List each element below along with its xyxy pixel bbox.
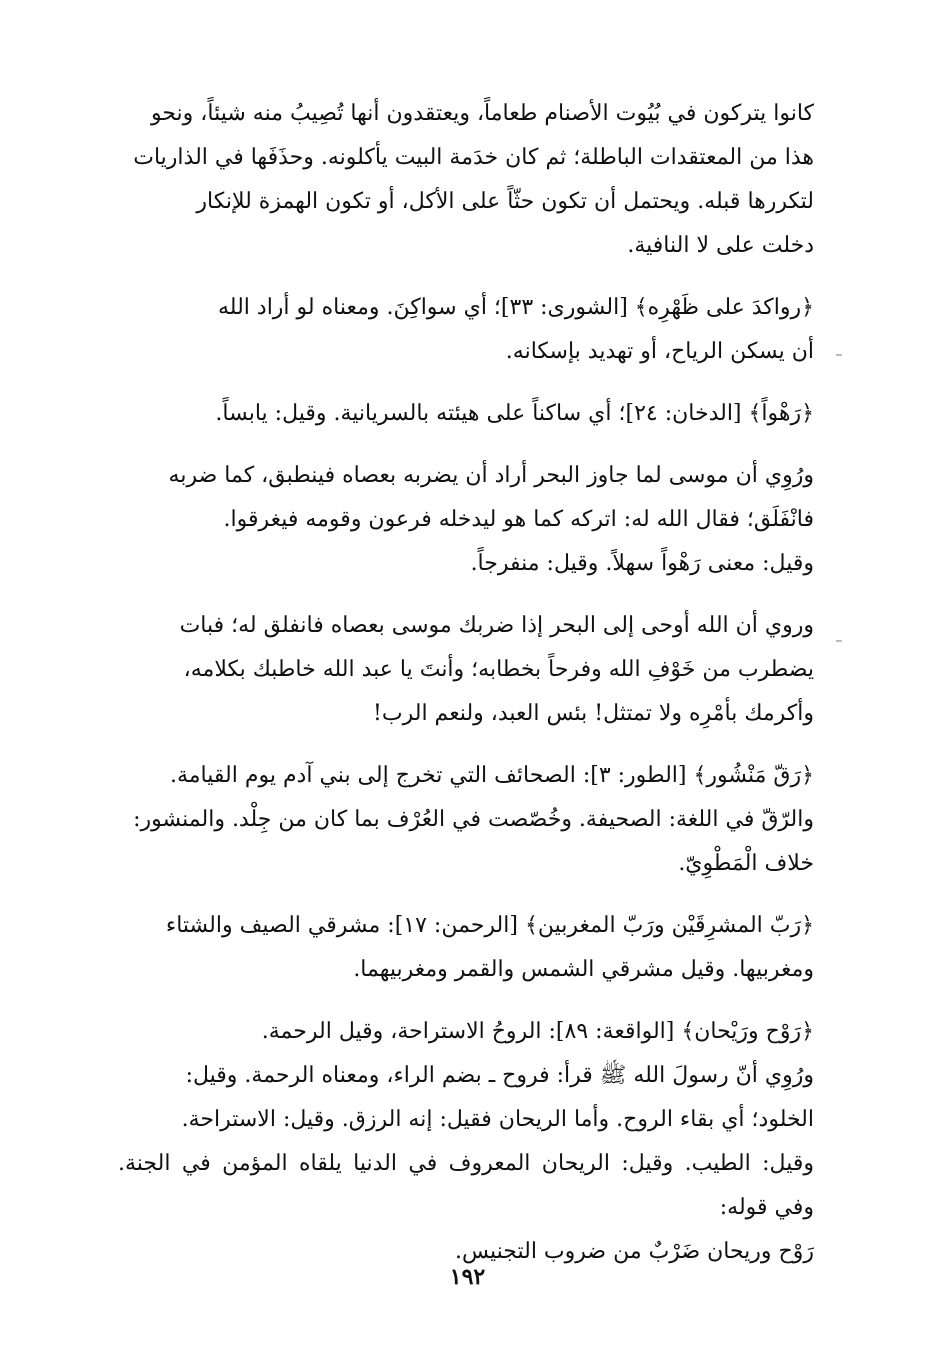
paragraph: [118, 754, 814, 886]
paragraph: [118, 542, 814, 586]
paragraph: [118, 1010, 814, 1054]
page-body: [118, 92, 814, 1292]
margin-mark: [836, 354, 842, 356]
paragraph: [118, 604, 814, 736]
text-line: وروي أن الله أوحى إلى البحر إذا ضربك موسى بعصاه فانفلق له؛ فبات: [179, 613, 814, 638]
text-line: والرّقّ في اللغة: الصحيفة. وخُصّصت في العُرْف بما كان من جِلْد. والمنشور:: [133, 807, 814, 832]
text-line: وقيل: الطيب. وقيل: الريحان المعروف في الدنيا يلقاه المؤمن في الجنة. وفي قوله:: [118, 1151, 814, 1220]
text-line: ورُوِي أن موسى لما جاوز البحر أراد أن يضربه بعصاه فينطبق، كما ضربه: [168, 463, 814, 488]
page-number: ١٩٢: [449, 1264, 486, 1290]
text-line: وقيل: معنى رَهْواً سهلاً. وقيل: منفرجاً.: [470, 551, 814, 576]
text-line: ﴿رَقّ مَنْشُور﴾ [الطور: ٣]: الصحائف التي تخرج إلى بني آدم يوم القيامة.: [169, 763, 814, 788]
text-line: أن يسكن الرياح، أو تهديد بإسكانه.: [505, 339, 814, 364]
text-line: ﴿رَهْواً﴾ [الدخان: ٢٤]؛ أي ساكناً على هيئته بالسريانية. وقيل: يابساً.: [215, 401, 814, 426]
text-line: رَوْح وريحان ضَرْبٌ من ضروب التجنيس.: [454, 1239, 814, 1264]
margin-mark: [836, 640, 842, 642]
text-line: ﴿رَبّ المشرِقَيْن ورَبّ المغربين﴾ [الرحمن: ١٧]: مشرقي الصيف والشتاء: [165, 913, 814, 938]
paragraph: [118, 454, 814, 542]
text-line: خلاف الْمَطْوِيّ.: [678, 851, 814, 876]
text-line: يضطرب من خَوْفِ الله وفرحاً بخطابه؛ وأنتَ يا عبد الله خاطبك بكلامه،: [183, 657, 814, 682]
paragraph: [118, 1054, 814, 1274]
paragraph: [118, 92, 814, 268]
text-line: هذا من المعتقدات الباطلة؛ ثم كان خدَمة البيت يأكلونه. وحذَفَها في الذاريات: [133, 145, 814, 170]
text-line: فانْفَلَق؛ فقال الله له: اتركه كما هو ليدخله فرعون وقومه فيغرقوا.: [223, 507, 814, 532]
text-line: ومغربيها. وقيل مشرقي الشمس والقمر ومغربيهما.: [353, 957, 814, 982]
text-line: ورُوِي أنّ رسولَ الله ﷺ قرأ: فروح ـ بضم الراء، ومعناه الرحمة. وقيل:: [185, 1063, 814, 1088]
text-line: دخلت على لا النافية.: [627, 233, 814, 258]
paragraph: [118, 904, 814, 992]
text-line: ﴿رَوْح ورَيْحان﴾ [الواقعة: ٨٩]: الروحُ الاستراحة، وقيل الرحمة.: [261, 1019, 814, 1044]
text-line: وأكرمك بأمْرِه ولا تمتثل! بئس العبد، ولنعم الرب!: [373, 701, 814, 726]
text-line: كانوا يتركون في بُيُوت الأصنام طعاماً، ويعتقدون أنها تُصِيبُ منه شيئاً، ونحو: [150, 101, 814, 126]
paragraph: [118, 286, 814, 374]
text-line: الخلود؛ أي بقاء الروح. وأما الريحان فقيل: إنه الرزق. وقيل: الاستراحة.: [181, 1107, 814, 1132]
text-line: لتكررها قبله. ويحتمل أن تكون حثّاً على الأكل، أو تكون الهمزة للإنكار: [196, 189, 814, 214]
text-line: ﴿رواكدَ على ظَهْرِه﴾ [الشورى: ٣٣]؛ أي سواكِنَ. ومعناه لو أراد الله: [218, 295, 814, 320]
paragraph: [118, 392, 814, 436]
